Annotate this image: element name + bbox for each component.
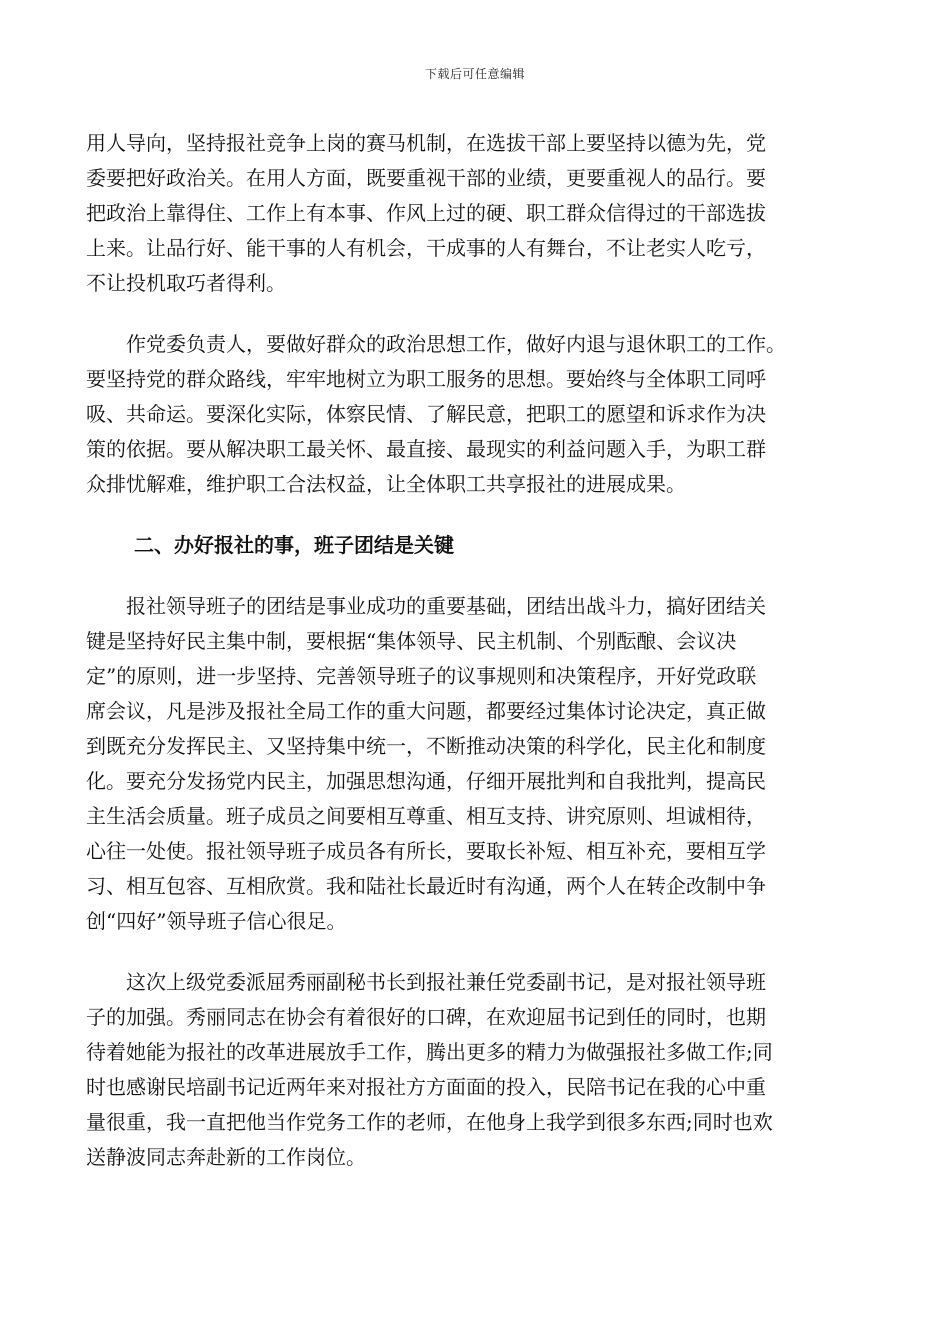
text-line: 委要把好政治关。在用人方面，既要重视干部的业绩，更要重视人的品行。要 xyxy=(86,166,766,190)
text-line: 把政治上靠得住、工作上有本事、作风上过的硬、职工群众信得过的干部选拔 xyxy=(86,201,766,225)
text-line: 心往一处使。报社领导班子成员各有所长，要取长补短、相互补充，要相互学 xyxy=(86,839,766,863)
paragraph-2 xyxy=(86,327,866,502)
text-line: 创“四好”领导班子信心很足。 xyxy=(86,909,347,933)
document-body xyxy=(86,126,866,1201)
text-line: 吸、共命运。要深化实际，体察民情、了解民意，把职工的愿望和诉求作为决 xyxy=(86,402,766,426)
text-line: 不让投机取巧者得利。 xyxy=(86,271,286,295)
page-header: 下载后可任意编辑 xyxy=(424,67,525,81)
paragraph-1 xyxy=(86,126,866,301)
text-line: 习、相互包容、互相欣赏。我和陆社长最近时有沟通，两个人在转企改制中争 xyxy=(86,874,766,898)
text-line: 席会议，凡是涉及报社全局工作的重大问题，都要经过集体讨论决定，真正做 xyxy=(86,699,766,723)
text-line: 众排忧解难，维护职工合法权益，让全体职工共享报社的进展成果。 xyxy=(86,472,686,496)
text-line: 子的加强。秀丽同志在协会有着很好的口碑，在欢迎屈书记到任的同时，也期 xyxy=(86,1005,766,1029)
paragraph-4 xyxy=(86,965,866,1175)
text-line: 到既充分发挥民主、又坚持集中统一，不断推动决策的科学化，民主化和制度 xyxy=(86,734,766,758)
text-line: 送静波同志奔赴新的工作岗位。 xyxy=(86,1145,366,1169)
text-line: 策的依据。要从解决职工最关怀、最直接、最现实的利益问题入手，为职工群 xyxy=(86,437,766,461)
paragraph-3 xyxy=(86,589,866,939)
text-line: 键是坚持好民主集中制，要根据“集体领导、民主机制、个别酝酿、会议决 xyxy=(86,629,737,653)
text-line: 时也感谢民培副书记近两年来对报社方方面面的投入，民陪书记在我的心中重 xyxy=(86,1075,766,1099)
text-line: 上来。让品行好、能干事的人有机会，干成事的人有舞台，不让老实人吃亏， xyxy=(86,236,766,260)
text-line: 要坚持党的群众路线，牢牢地树立为职工服务的思想。要始终与全体职工同呼 xyxy=(86,367,766,391)
text-line: 化。要充分发扬党内民主，加强思想沟通，仔细开展批判和自我批判，提高民 xyxy=(86,769,766,793)
section-heading: 二、办好报社的事，班子团结是关键 xyxy=(134,533,454,557)
text-line: 作党委负责人，要做好群众的政治思想工作，做好内退与退休职工的工作。 xyxy=(86,332,786,356)
text-line: 报社领导班子的团结是事业成功的重要基础，团结出战斗力，搞好团结关 xyxy=(86,594,766,618)
text-line: 待着她能为报社的改革进展放手工作，腾出更多的精力为做强报社多做工作;同 xyxy=(86,1040,773,1064)
text-line: 用人导向，坚持报社竞争上岗的赛马机制，在选拔干部上要坚持以德为先，党 xyxy=(86,131,766,155)
text-line: 定”的原则，进一步坚持、完善领导班子的议事规则和决策程序，开好党政联 xyxy=(86,664,757,688)
text-line: 这次上级党委派屈秀丽副秘书长到报社兼任党委副书记，是对报社领导班 xyxy=(86,970,766,994)
text-line: 主生活会质量。班子成员之间要相互尊重、相互支持、讲究原则、坦诚相待， xyxy=(86,804,766,828)
text-line: 量很重，我一直把他当作党务工作的老师，在他身上我学到很多东西;同时也欢 xyxy=(86,1110,773,1134)
